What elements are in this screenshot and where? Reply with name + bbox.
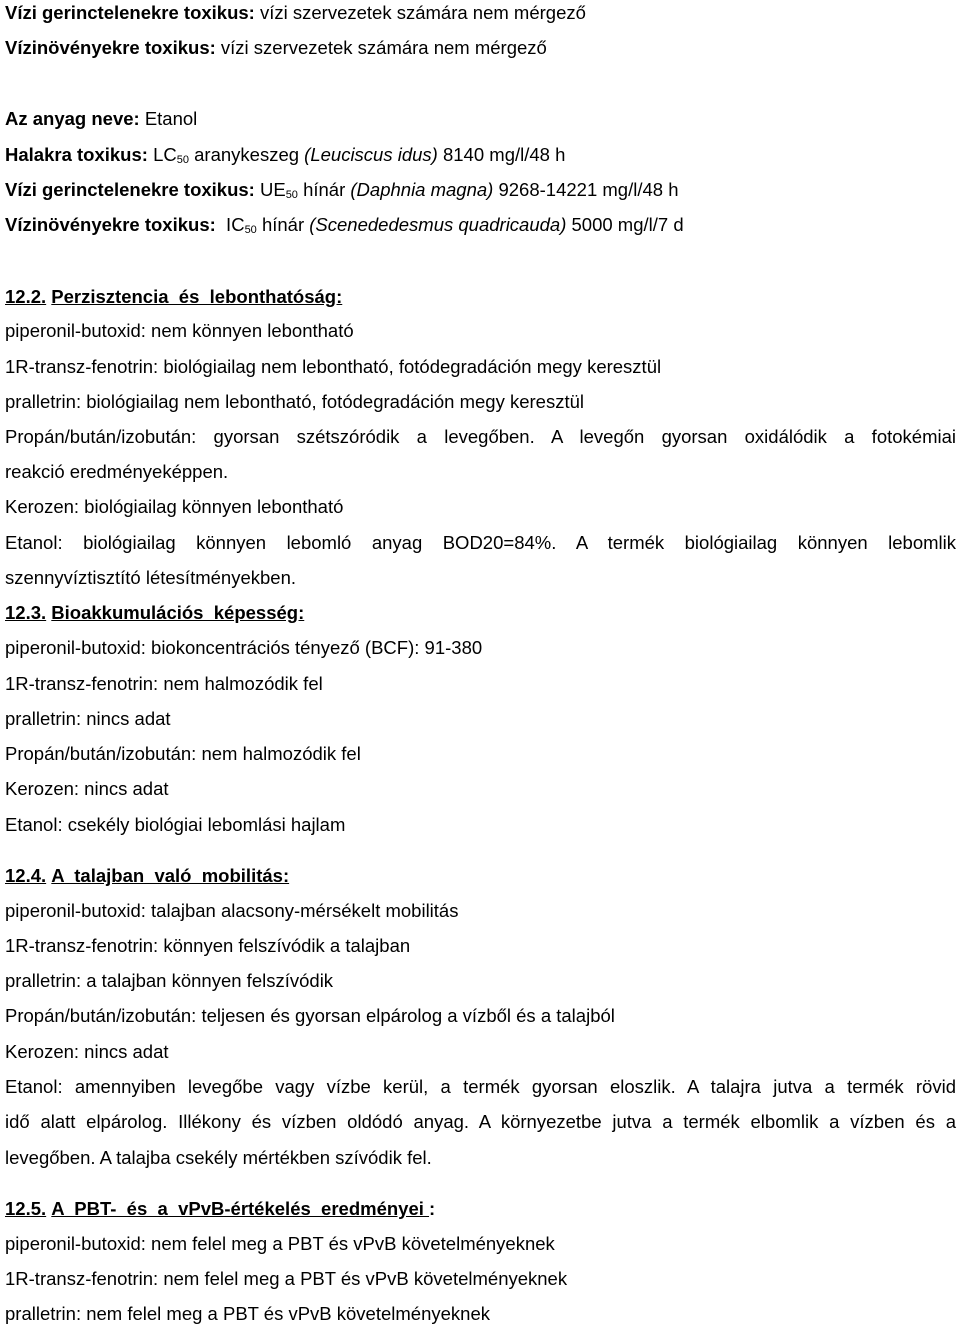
s122-line: Kerozen: biológiailag könnyen lebontható: [5, 496, 344, 517]
s123-line: pralletrin: nincs adat: [5, 708, 171, 729]
s125-line: piperonil-butoxid: nem felel meg a PBT és vPvB követelményeknek: [5, 1233, 555, 1254]
fish-toxicity: Halakra toxikus: $LC_{50}$ aranykeszeg (Leuciscus idus) 8140 mg/l/48 h: [5, 144, 566, 166]
section-12-3-heading: 12.3. Bioakkumulációs képesség:: [5, 602, 305, 623]
invertebrate-toxicity: Vízi gerinctelenekre toxikus: $UE_{50}$ hínár (Daphnia magna) 9268-14221 mg/l/48 h: [5, 179, 679, 201]
s124-line: idő alatt elpárolog. Illékony és vízben oldódó anyag. A környezetbe jutva a termék elbomlik a vízben és a: [5, 1111, 956, 1132]
s125-line: 1R-transz-fenotrin: nem felel meg a PBT és vPvB követelményeknek: [5, 1268, 568, 1289]
s124-line: levegőben. A talajba csekély mértékben szívódik fel.: [5, 1147, 432, 1168]
s123-line: Etanol: csekély biológiai lebomlási hajlam: [5, 814, 346, 835]
substance-name: Az anyag neve: Etanol: [5, 108, 198, 129]
s123-line: 1R-transz-fenotrin: nem halmozódik fel: [5, 673, 323, 694]
top-line-1: Vízi gerinctelenekre toxikus: vízi szervezetek számára nem mérgező: [5, 2, 586, 23]
s123-line: piperonil-butoxid: biokoncentrációs tényező (BCF): 91-380: [5, 637, 483, 658]
s124-line: piperonil-butoxid: talajban alacsony-mérsékelt mobilitás: [5, 900, 459, 921]
s125-line: pralletrin: nem felel meg a PBT és vPvB követelményeknek: [5, 1303, 490, 1324]
s122-line: pralletrin: biológiailag nem lebontható, fotódegradáción megy keresztül: [5, 391, 584, 412]
s122-line: reakció eredményeképpen.: [5, 461, 229, 482]
top-line-2: Vízinövényekre toxikus: vízi szervezetek számára nem mérgező: [5, 37, 547, 58]
s123-line: Propán/bután/izobután: nem halmozódik fel: [5, 743, 361, 764]
section-12-5-heading: 12.5. A PBT- és a vPvB-értékelés eredményei :: [5, 1198, 436, 1219]
s124-line: Propán/bután/izobután: teljesen és gyorsan elpárolog a vízből és a talajból: [5, 1005, 615, 1026]
s122-line: 1R-transz-fenotrin: biológiailag nem lebontható, fotódegradáción megy keresztül: [5, 356, 662, 377]
s122-line: Propán/bután/izobután: gyorsan szétszóródik a levegőben. A levegőn gyorsan oxidálódik a fotokémiai: [5, 426, 956, 447]
s122-line: szennyvíztisztító létesítményekben.: [5, 567, 296, 588]
s122-line: Etanol: biológiailag könnyen lebomló anyag BOD20=84%. A termék biológiailag könnyen lebomlik: [5, 532, 956, 553]
s124-line: Kerozen: nincs adat: [5, 1041, 169, 1062]
section-12-4-heading: 12.4. A talajban való mobilitás:: [5, 865, 290, 886]
s124-line: Etanol: amennyiben levegőbe vagy vízbe kerül, a termék gyorsan eloszlik. A talajra jutva a termék rövid: [5, 1076, 956, 1097]
s124-line: 1R-transz-fenotrin: könnyen felszívódik a talajban: [5, 935, 411, 956]
plant-toxicity: Vízinövényekre toxikus: $IC_{50}$ hínár (Scenededesmus quadricauda) 5000 mg/l/7 d: [5, 214, 684, 236]
s124-line: pralletrin: a talajban könnyen felszívódik: [5, 970, 334, 991]
section-12-2-heading: 12.2. Perzisztencia és lebonthatóság:: [5, 286, 343, 307]
s122-line: piperonil-butoxid: nem könnyen lebontható: [5, 320, 354, 341]
s123-line: Kerozen: nincs adat: [5, 778, 169, 799]
